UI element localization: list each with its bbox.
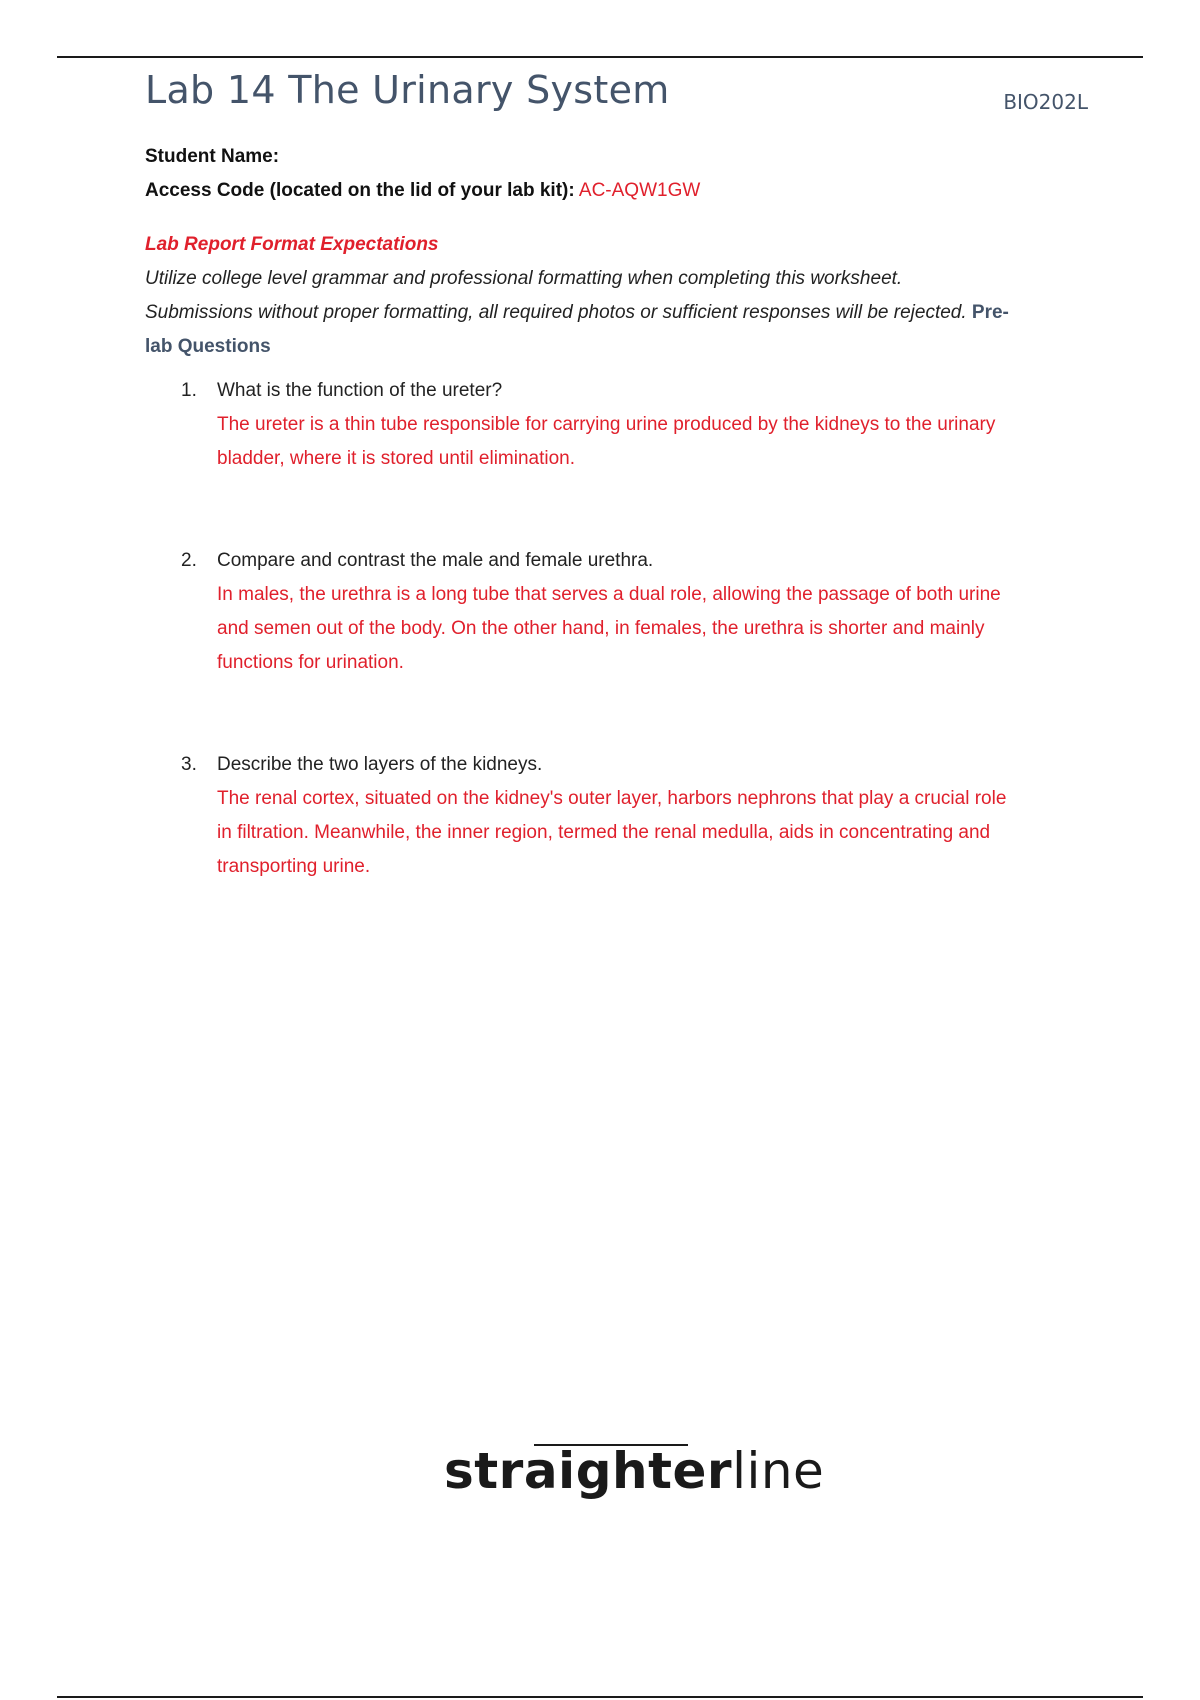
answer-line: The renal cortex, situated on the kidney's outer layer, harbors nephrons that play a crucial role xyxy=(217,788,1007,809)
access-code-line xyxy=(145,174,1075,208)
answer-line: in filtration. Meanwhile, the inner region, termed the renal medulla, aids in concentrating and xyxy=(217,822,991,843)
prelab-heading-part1: Pre- xyxy=(971,302,1009,323)
straighterline-logo xyxy=(444,1442,824,1500)
question-number: 3. xyxy=(181,754,197,775)
prelab-heading-part2: lab Questions xyxy=(145,336,271,357)
answer-line: functions for urination. xyxy=(217,652,404,673)
course-code: BIO202L xyxy=(1003,90,1088,114)
answer-line: The ureter is a thin tube responsible for carrying urine produced by the kidneys to the urinary xyxy=(217,414,996,435)
question-text: Describe the two layers of the kidneys. xyxy=(217,754,543,775)
access-code-label: Access Code (located on the lid of your lab kit): xyxy=(145,180,575,201)
access-code-value: AC-AQW1GW xyxy=(578,180,701,201)
top-rule xyxy=(57,56,1143,58)
answer-line: and semen out of the body. On the other hand, in females, the urethra is shorter and mainly xyxy=(217,618,985,639)
format-line-1: Utilize college level grammar and professional formatting when completing this worksheet. xyxy=(145,268,903,289)
answer-line: bladder, where it is stored until elimination. xyxy=(217,448,576,469)
bottom-rule xyxy=(57,1696,1143,1698)
answer-line: transporting urine. xyxy=(217,856,371,877)
format-line-2-text: Submissions without proper formatting, all required photos or sufficient responses will be rejected. xyxy=(145,302,967,323)
question-number: 2. xyxy=(181,550,197,571)
question-number: 1. xyxy=(181,380,197,401)
logo-bold-text: straighter xyxy=(444,1442,733,1500)
question-text: What is the function of the ureter? xyxy=(217,380,503,401)
page-title: Lab 14 The Urinary System xyxy=(145,68,670,112)
question-item xyxy=(145,748,1075,884)
question-list xyxy=(145,374,1075,884)
question-text: Compare and contrast the male and female urethra. xyxy=(217,550,654,571)
question-item xyxy=(145,544,1075,680)
answer-line: In males, the urethra is a long tube that serves a dual role, allowing the passage of both urine xyxy=(217,584,1001,605)
question-item xyxy=(145,374,1075,476)
format-expectations-title: Lab Report Format Expectations xyxy=(145,234,439,255)
format-line-2 xyxy=(145,296,1075,330)
logo-light-text: line xyxy=(732,1442,825,1500)
student-name-label: Student Name: xyxy=(145,146,280,167)
worksheet-body xyxy=(145,140,1075,884)
